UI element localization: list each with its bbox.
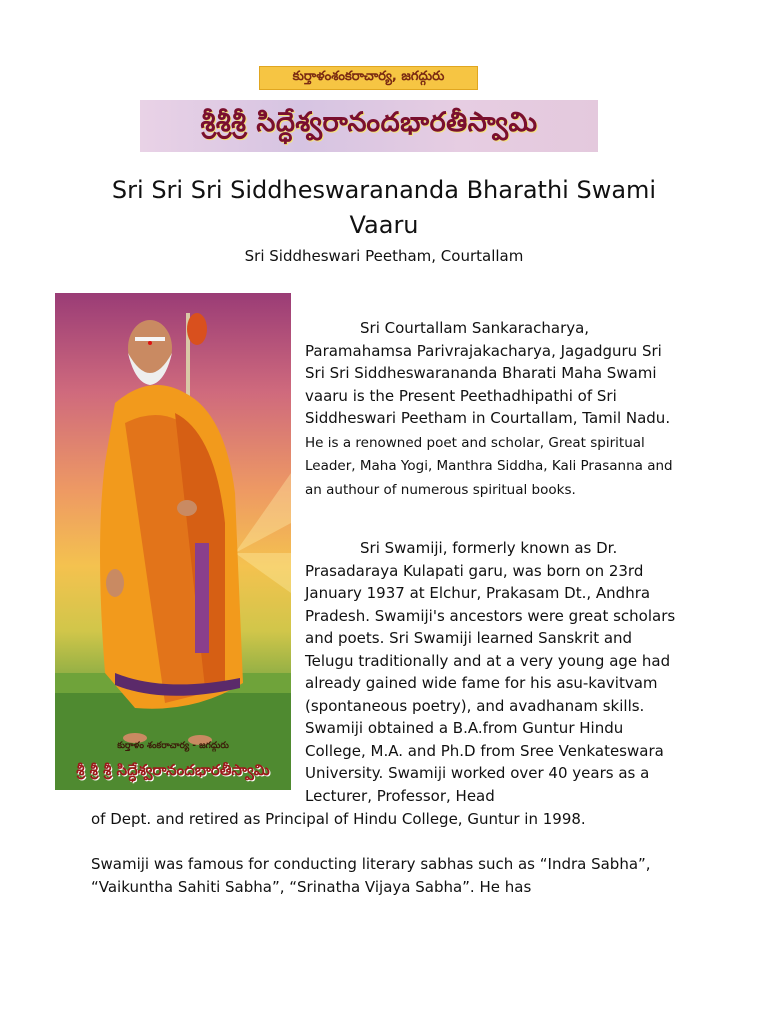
paragraph-intro [305, 317, 675, 501]
paragraph-biography-text: Sri Swamiji, formerly known as Dr. Prasadaraya Kulapati garu, was born on 23rd January 1937 at Elchur, Prakasam Dt., Andhra Pradesh. Swamiji's ancestors were great scholars and poets. Sri Swamiji learned Sanskrit and Telugu traditionally and at a very young age had already gained wide fame for his asu-kavitvam (spontaneous poetry), and avadhanam skills. Swamiji obtained a B.A.from Guntur Hindu College, M.A. and Ph.D from Sree Venkateswara University. Swamiji worked over 40 years as a Lecturer, Professor, Head [305, 539, 676, 805]
page-title: Sri Sri Sri Siddheswarananda Bharathi Swami Vaaru [111, 176, 657, 239]
paragraph-intro-a: Sri Courtallam Sankaracharya, Paramahamsa Parivrajakacharya, Jagadguru Sri Sri Sri Siddheswarananda Bharati Maha Swami vaaru is the Present Peethadhipathi of Sri Siddheswari Peetham in Courtallam, Tamil Nadu. [305, 319, 671, 427]
paragraph-intro-b: He is a renowned poet and scholar, Great spiritual Leader, Maha Yogi, Manthra Siddha, Kali Prasanna and an authour of numerous spiritual books. [305, 434, 673, 498]
header-banner-large: శ్రీశ్రీశ్రీ సిద్ధేశ్వరానందభారతీస్వామి [140, 100, 598, 152]
page-subtitle: Sri Siddheswari Peetham, Courtallam [244, 247, 524, 265]
swamiji-figure-illustration [55, 293, 291, 790]
photo-caption-top: కుర్తాళం శంకరాచార్య - జగద్గురు [117, 741, 229, 751]
paragraph-biography-tail: of Dept. and retired as Principal of Hindu College, Guntur in 1998. [91, 810, 586, 828]
photo-caption-main: శ్రీ శ్రీ శ్రీ సిద్ధేశ్వరానందభారతీస్వామి [76, 761, 270, 779]
paragraph-sabhas: Swamiji was famous for conducting literary sabhas such as “Indra Sabha”, “Vaikuntha Sahiti Sabha”, “Srinatha Vijaya Sabha”. He has [91, 855, 651, 896]
header-banner-small: కుర్తాళంశంకరాచార్య, జగద్గురు [259, 66, 478, 90]
swamiji-photo [55, 293, 291, 790]
paragraph-biography [305, 537, 683, 807]
